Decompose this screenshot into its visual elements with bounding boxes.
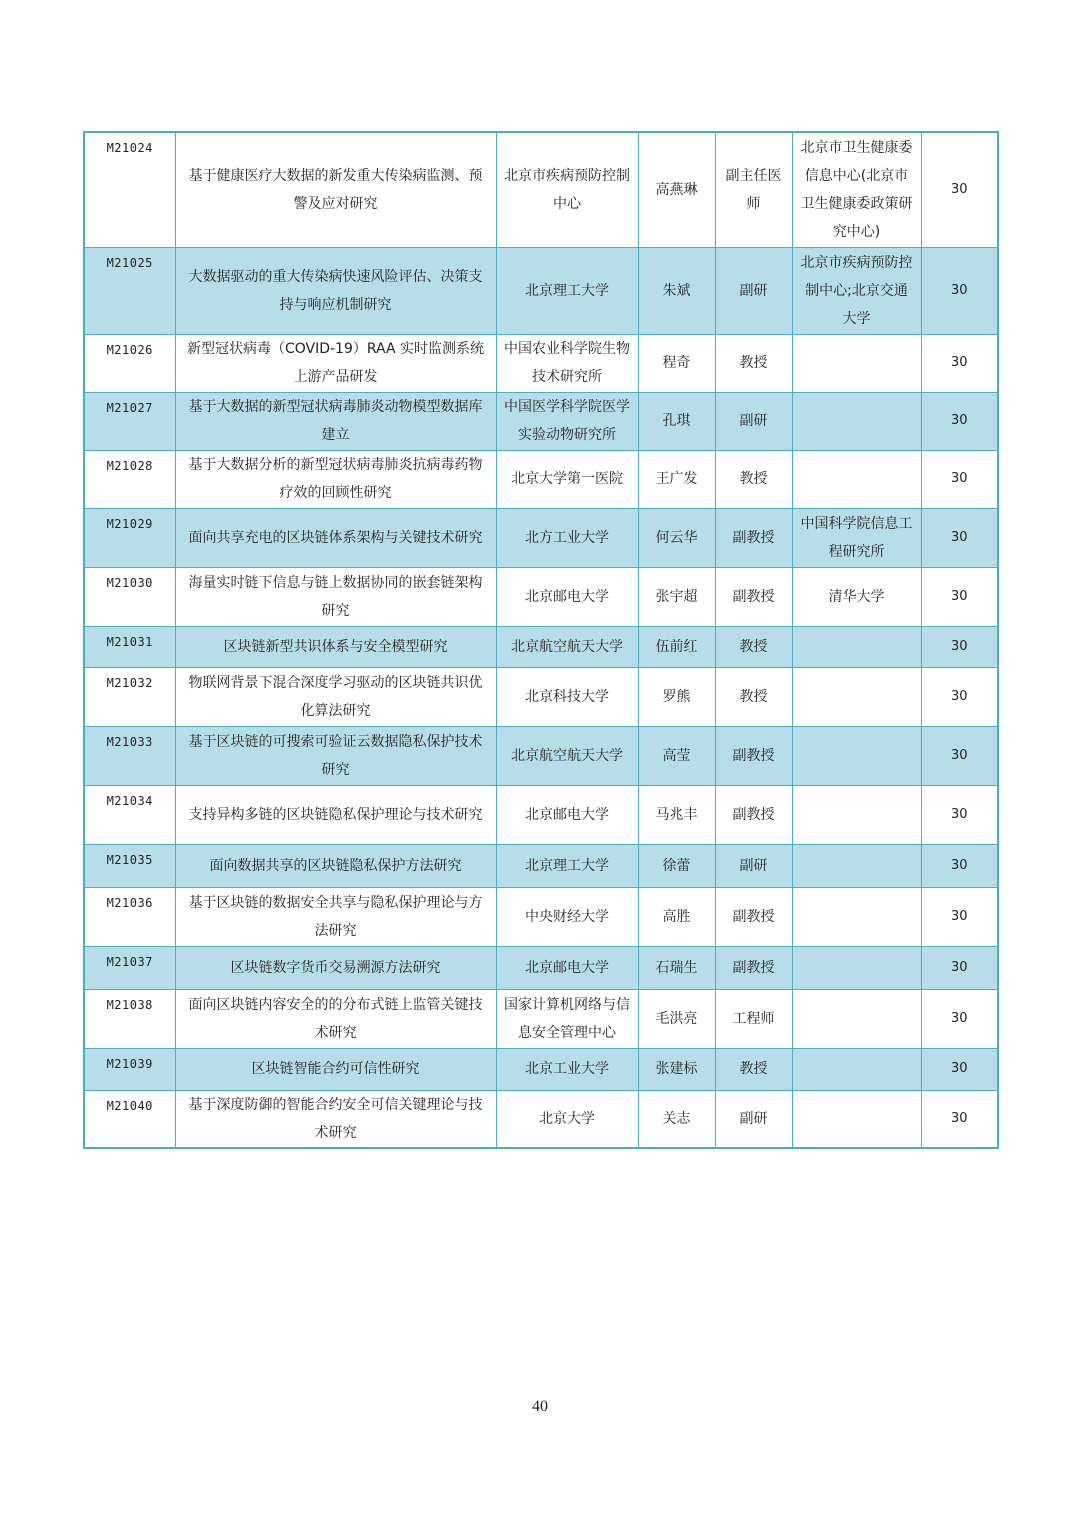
- institution: 北京科技大学: [496, 667, 638, 726]
- page-number: 40: [532, 1398, 548, 1415]
- table-row: [84, 946, 998, 989]
- funding-amount: 30: [921, 132, 998, 247]
- funding-amount: 30: [921, 785, 998, 844]
- institution: 中国医学科学院医学实验动物研究所: [496, 392, 638, 450]
- table-row: [84, 887, 998, 946]
- project-code: M21039: [84, 1048, 175, 1090]
- partner-institution: [792, 844, 921, 887]
- leader-title: 副教授: [715, 946, 792, 989]
- project-leader: 何云华: [638, 508, 715, 567]
- table-row: [84, 667, 998, 726]
- institution: 北方工业大学: [496, 508, 638, 567]
- funding-amount: 30: [921, 450, 998, 508]
- project-title: 支持异构多链的区块链隐私保护理论与技术研究: [175, 785, 496, 844]
- leader-title: 工程师: [715, 989, 792, 1048]
- project-title: 基于区块链的数据安全共享与隐私保护理论与方法研究: [175, 887, 496, 946]
- funding-amount: 30: [921, 247, 998, 334]
- project-leader: 毛洪亮: [638, 989, 715, 1048]
- institution: 北京邮电大学: [496, 785, 638, 844]
- table-row: [84, 392, 998, 450]
- project-title: 基于大数据分析的新型冠状病毒肺炎抗病毒药物疗效的回顾性研究: [175, 450, 496, 508]
- funding-amount: 30: [921, 392, 998, 450]
- project-code: M21028: [84, 450, 175, 508]
- leader-title: 副教授: [715, 567, 792, 626]
- project-code: M21027: [84, 392, 175, 450]
- project-code: M21024: [84, 132, 175, 247]
- institution: 北京工业大学: [496, 1048, 638, 1090]
- project-title: 区块链智能合约可信性研究: [175, 1048, 496, 1090]
- funding-amount: 30: [921, 1090, 998, 1148]
- partner-institution: [792, 946, 921, 989]
- funding-amount: 30: [921, 887, 998, 946]
- table-row: [84, 626, 998, 667]
- funding-amount: 30: [921, 1048, 998, 1090]
- project-leader: 石瑞生: [638, 946, 715, 989]
- institution: 北京邮电大学: [496, 946, 638, 989]
- project-leader: 朱斌: [638, 247, 715, 334]
- project-leader: 孔琪: [638, 392, 715, 450]
- leader-title: 副研: [715, 844, 792, 887]
- project-title: 物联网背景下混合深度学习驱动的区块链共识优化算法研究: [175, 667, 496, 726]
- project-title: 区块链新型共识体系与安全模型研究: [175, 626, 496, 667]
- project-code: M21037: [84, 946, 175, 989]
- partner-institution: [792, 887, 921, 946]
- institution: 中国农业科学院生物技术研究所: [496, 334, 638, 392]
- leader-title: 副教授: [715, 785, 792, 844]
- project-code: M21038: [84, 989, 175, 1048]
- funding-amount: 30: [921, 508, 998, 567]
- project-title: 基于大数据的新型冠状病毒肺炎动物模型数据库建立: [175, 392, 496, 450]
- institution: 国家计算机网络与信息安全管理中心: [496, 989, 638, 1048]
- funding-amount: 30: [921, 667, 998, 726]
- project-code: M21030: [84, 567, 175, 626]
- table-row: [84, 785, 998, 844]
- institution: 北京理工大学: [496, 247, 638, 334]
- project-title: 基于区块链的可搜索可验证云数据隐私保护技术研究: [175, 726, 496, 785]
- institution: 北京航空航天大学: [496, 726, 638, 785]
- project-leader: 罗熊: [638, 667, 715, 726]
- project-title: 新型冠状病毒（COVID-19）RAA 实时监测系统上游产品研发: [175, 334, 496, 392]
- table-row: [84, 334, 998, 392]
- project-leader: 高胜: [638, 887, 715, 946]
- institution: 北京市疾病预防控制中心: [496, 132, 638, 247]
- project-code: M21032: [84, 667, 175, 726]
- project-table: [83, 131, 999, 1149]
- leader-title: 教授: [715, 450, 792, 508]
- partner-institution: 北京市疾病预防控制中心;北京交通大学: [792, 247, 921, 334]
- leader-title: 副研: [715, 1090, 792, 1148]
- table-row: [84, 247, 998, 334]
- partner-institution: [792, 1090, 921, 1148]
- project-leader: 张宇超: [638, 567, 715, 626]
- project-title: 海量实时链下信息与链上数据协同的嵌套链架构研究: [175, 567, 496, 626]
- leader-title: 副教授: [715, 726, 792, 785]
- project-code: M21029: [84, 508, 175, 567]
- project-title: 面向共享充电的区块链体系架构与关键技术研究: [175, 508, 496, 567]
- institution: 北京大学: [496, 1090, 638, 1148]
- table-row: [84, 1048, 998, 1090]
- project-leader: 张建标: [638, 1048, 715, 1090]
- project-code: M21036: [84, 887, 175, 946]
- project-title: 基于深度防御的智能合约安全可信关键理论与技术研究: [175, 1090, 496, 1148]
- table-row: [84, 450, 998, 508]
- table-row: [84, 508, 998, 567]
- institution: 北京邮电大学: [496, 567, 638, 626]
- table-row: [84, 132, 998, 247]
- funding-amount: 30: [921, 946, 998, 989]
- project-title: 面向数据共享的区块链隐私保护方法研究: [175, 844, 496, 887]
- partner-institution: 中国科学院信息工程研究所: [792, 508, 921, 567]
- leader-title: 教授: [715, 626, 792, 667]
- project-code: M21026: [84, 334, 175, 392]
- project-leader: 关志: [638, 1090, 715, 1148]
- funding-amount: 30: [921, 567, 998, 626]
- project-code: M21025: [84, 247, 175, 334]
- partner-institution: [792, 1048, 921, 1090]
- partner-institution: 北京市卫生健康委信息中心(北京市卫生健康委政策研究中心): [792, 132, 921, 247]
- table-row: [84, 1090, 998, 1148]
- funding-amount: 30: [921, 334, 998, 392]
- project-title: 区块链数字货币交易溯源方法研究: [175, 946, 496, 989]
- project-code: M21040: [84, 1090, 175, 1148]
- institution: 北京理工大学: [496, 844, 638, 887]
- project-code: M21031: [84, 626, 175, 667]
- project-leader: 高燕琳: [638, 132, 715, 247]
- institution: 北京航空航天大学: [496, 626, 638, 667]
- leader-title: 副教授: [715, 887, 792, 946]
- partner-institution: [792, 626, 921, 667]
- funding-amount: 30: [921, 626, 998, 667]
- partner-institution: [792, 667, 921, 726]
- partner-institution: [792, 726, 921, 785]
- project-leader: 王广发: [638, 450, 715, 508]
- leader-title: 副研: [715, 392, 792, 450]
- project-title: 基于健康医疗大数据的新发重大传染病监测、预警及应对研究: [175, 132, 496, 247]
- project-code: M21033: [84, 726, 175, 785]
- leader-title: 教授: [715, 334, 792, 392]
- project-leader: 程奇: [638, 334, 715, 392]
- partner-institution: [792, 334, 921, 392]
- project-title: 面向区块链内容安全的的分布式链上监管关键技术研究: [175, 989, 496, 1048]
- partner-institution: [792, 450, 921, 508]
- partner-institution: 清华大学: [792, 567, 921, 626]
- institution: 北京大学第一医院: [496, 450, 638, 508]
- project-leader: 马兆丰: [638, 785, 715, 844]
- partner-institution: [792, 785, 921, 844]
- leader-title: 副主任医师: [715, 132, 792, 247]
- project-code: M21035: [84, 844, 175, 887]
- partner-institution: [792, 392, 921, 450]
- table-row: [84, 844, 998, 887]
- project-leader: 高莹: [638, 726, 715, 785]
- project-code: M21034: [84, 785, 175, 844]
- funding-amount: 30: [921, 844, 998, 887]
- leader-title: 教授: [715, 667, 792, 726]
- project-title: 大数据驱动的重大传染病快速风险评估、决策支持与响应机制研究: [175, 247, 496, 334]
- project-leader: 徐蕾: [638, 844, 715, 887]
- project-leader: 伍前红: [638, 626, 715, 667]
- leader-title: 副研: [715, 247, 792, 334]
- funding-amount: 30: [921, 989, 998, 1048]
- leader-title: 教授: [715, 1048, 792, 1090]
- institution: 中央财经大学: [496, 887, 638, 946]
- funding-amount: 30: [921, 726, 998, 785]
- leader-title: 副教授: [715, 508, 792, 567]
- table-row: [84, 726, 998, 785]
- partner-institution: [792, 989, 921, 1048]
- table-row: [84, 567, 998, 626]
- table-row: [84, 989, 998, 1048]
